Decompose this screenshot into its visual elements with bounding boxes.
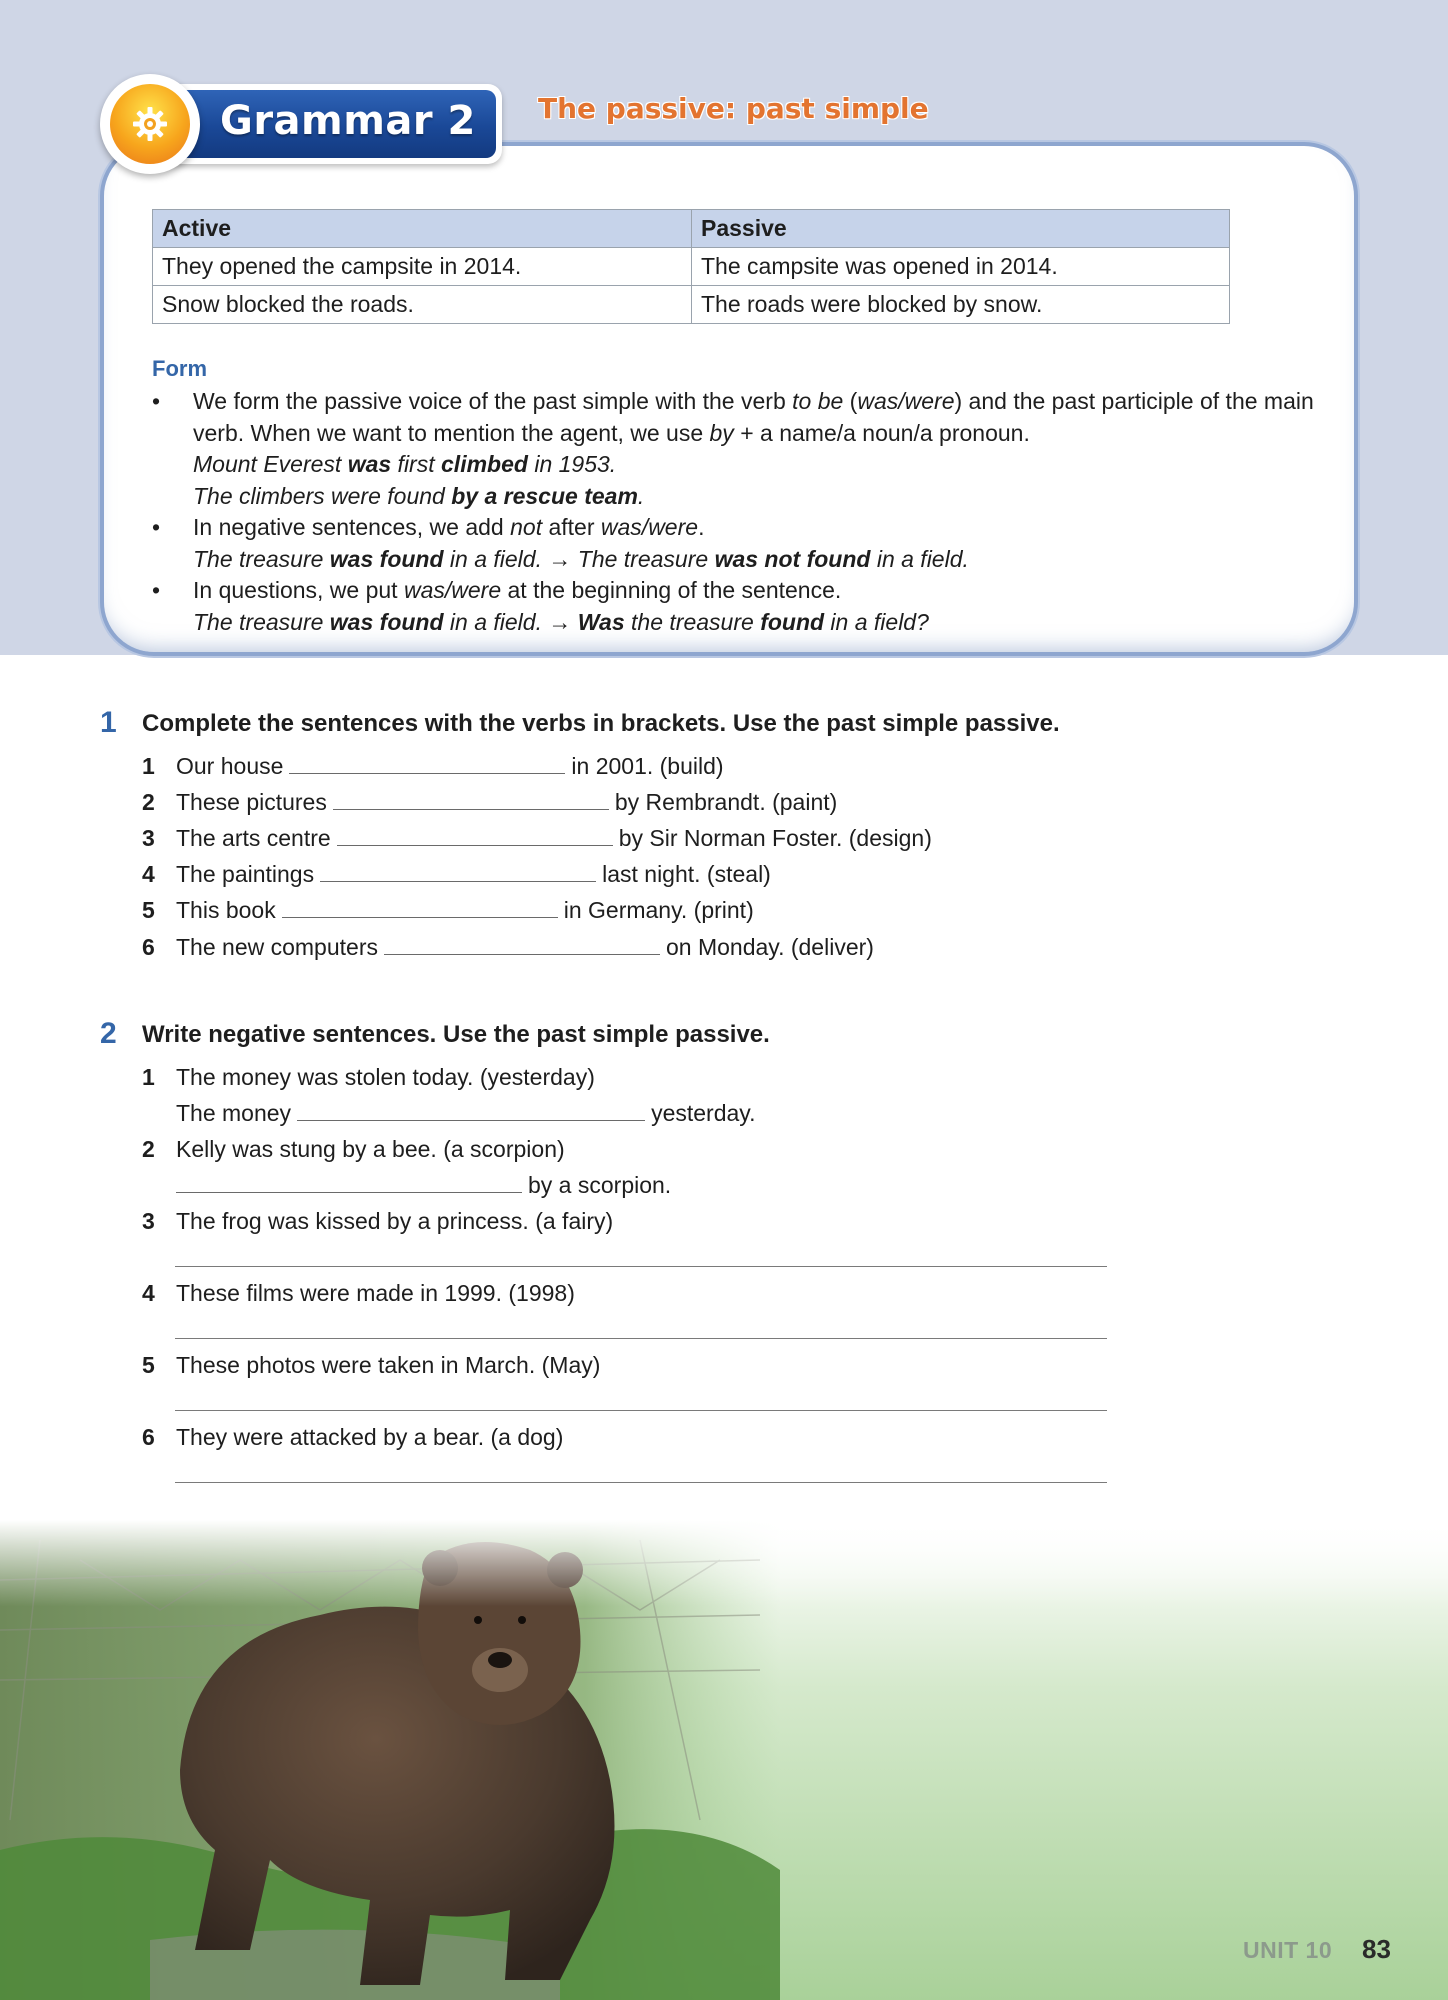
- header-badge-inner: [110, 84, 190, 164]
- example-bold: was: [347, 451, 392, 477]
- form-bullet-1: [152, 386, 1322, 512]
- item-number: 3: [142, 825, 155, 851]
- rule-text-em: was/were: [403, 577, 502, 603]
- item-prompt: These photos were taken in March. (May): [176, 1352, 601, 1378]
- item-prompt: The frog was kissed by a princess. (a fairy): [176, 1208, 614, 1234]
- item-number: 2: [142, 1136, 155, 1162]
- item-text-before: The new computers: [176, 934, 378, 960]
- item-number: 5: [142, 897, 155, 923]
- rule-text-em: not: [510, 514, 543, 540]
- answer-blank[interactable]: [176, 1192, 522, 1193]
- item-number: 5: [142, 1352, 155, 1378]
- example-part: The treasure: [193, 608, 330, 635]
- example-bold: climbed: [441, 451, 528, 477]
- bear-illustration: [0, 1520, 1448, 2000]
- answer-blank[interactable]: [333, 809, 609, 810]
- bullet-icon: •: [152, 577, 161, 603]
- rule-text-em: was/were: [600, 514, 699, 540]
- rule-text-part: (: [843, 388, 858, 414]
- rule-text-part: after: [542, 514, 601, 540]
- rule-text-em: to be: [792, 388, 844, 414]
- rule-text-part: .: [698, 514, 705, 540]
- table-cell: Snow blocked the roads.: [153, 286, 692, 324]
- item-text-after: in 2001. (build): [571, 753, 724, 779]
- rule-text: [193, 514, 704, 540]
- example-part: The climbers were found: [193, 482, 452, 509]
- grammar-header: [100, 74, 506, 174]
- example-bold: was not found: [714, 545, 871, 572]
- answer-blank[interactable]: [337, 845, 613, 846]
- grammar-table: [152, 209, 1230, 324]
- item-text: [176, 934, 874, 961]
- rule-text-em: by: [709, 419, 734, 446]
- rule-text-em: was/were: [857, 388, 955, 414]
- item-number: 6: [142, 934, 155, 960]
- form-list: [152, 386, 1322, 638]
- example-bold: found: [760, 608, 825, 635]
- item-text-before: The arts centre: [176, 825, 331, 851]
- item-number: 1: [142, 753, 155, 779]
- exercise-instruction: Complete the sentences with the verbs in brackets. Use the past simple passive.: [142, 710, 1060, 737]
- example-sentence: [193, 449, 1322, 481]
- rule-text-part: In questions, we put: [193, 577, 404, 603]
- item-prompt: These films were made in 1999. (1998): [176, 1280, 575, 1306]
- example-part: in a field.: [443, 608, 549, 635]
- answer-line[interactable]: [175, 1338, 1107, 1339]
- example-part: in a field?: [824, 608, 929, 635]
- item-number: 4: [142, 861, 155, 887]
- example-part: first: [391, 451, 442, 477]
- example-part: the treasure: [624, 608, 761, 635]
- item-number: 2: [142, 789, 155, 815]
- exercise-instruction: Write negative sentences. Use the past simple passive.: [142, 1021, 770, 1048]
- example-part: in 1953.: [527, 451, 617, 477]
- item-text: [176, 789, 837, 816]
- item-text-after: last night. (steal): [602, 861, 771, 887]
- rule-text: [193, 577, 841, 603]
- bear-scene: [0, 1520, 1448, 2000]
- form-label: Form: [152, 356, 207, 381]
- item-number: 6: [142, 1424, 155, 1450]
- answer-line[interactable]: [175, 1266, 1107, 1267]
- rule-text: [193, 388, 1314, 446]
- arrow-right-icon: →: [548, 608, 572, 635]
- rule-text-part: + a name/a noun/a pronoun.: [733, 419, 1030, 446]
- item-text-after: by Sir Norman Foster. (design): [618, 825, 932, 851]
- example-bold: by a rescue team: [451, 482, 638, 509]
- example-part: .: [637, 482, 645, 509]
- item-text: [176, 1100, 755, 1127]
- grammar-subtitle: The passive: past simple: [538, 92, 929, 125]
- answer-blank[interactable]: [320, 881, 596, 882]
- example-sentence: [193, 481, 1322, 513]
- item-text-before: Our house: [176, 753, 284, 779]
- example-part: The treasure: [193, 545, 330, 572]
- example-part: Mount Everest: [193, 451, 348, 477]
- table-header-active: Active: [153, 210, 692, 248]
- example-part: in a field.: [443, 545, 549, 572]
- item-prompt: Kelly was stung by a bee. (a scorpion): [176, 1136, 565, 1162]
- footer-unit: UNIT 10: [1243, 1937, 1333, 1963]
- item-text-before: These pictures: [176, 789, 327, 815]
- example-bold: was found: [329, 608, 444, 635]
- item-text-after: yesterday.: [651, 1100, 756, 1126]
- answer-blank[interactable]: [289, 773, 565, 774]
- rule-text-part: In negative sentences, we add: [193, 514, 511, 540]
- answer-blank[interactable]: [297, 1120, 645, 1121]
- example-bold: Was: [577, 608, 625, 635]
- example-part: in a field.: [870, 545, 969, 572]
- item-text-before: The money: [176, 1100, 292, 1126]
- rule-text-part: at the beginning of the sentence.: [501, 577, 842, 603]
- answer-blank[interactable]: [384, 954, 660, 955]
- grammar-title: Grammar 2: [220, 98, 476, 144]
- example-bold: was found: [329, 545, 444, 572]
- gear-icon: [132, 106, 168, 142]
- exercise-number: 1: [100, 706, 117, 739]
- item-text-before: This book: [176, 897, 276, 923]
- form-bullet-3: [152, 575, 1322, 638]
- table-header-row: [153, 210, 1230, 248]
- exercise-number: 2: [100, 1017, 117, 1050]
- item-text: [176, 897, 754, 924]
- bullet-icon: •: [152, 514, 161, 540]
- form-bullet-2: [152, 512, 1322, 575]
- table-cell: The roads were blocked by snow.: [692, 286, 1230, 324]
- item-number: 4: [142, 1280, 155, 1306]
- example-sentence: [193, 544, 1322, 576]
- bullet-icon: •: [152, 388, 161, 414]
- rule-text-part: We form the passive voice of the past simple with the verb: [193, 388, 793, 414]
- table-cell: They opened the campsite in 2014.: [153, 248, 692, 286]
- answer-line[interactable]: [175, 1482, 1107, 1483]
- item-text-after: by Rembrandt. (paint): [614, 789, 838, 815]
- item-text-after: on Monday. (deliver): [665, 934, 874, 960]
- example-sentence: [193, 607, 1322, 639]
- item-number: 1: [142, 1064, 155, 1090]
- rule-text-part: ) and the past participle of the main verb. When we want to mention the agent, we use: [193, 388, 1314, 446]
- item-text-before: The paintings: [176, 861, 315, 887]
- header-badge: [100, 74, 200, 174]
- item-text: [176, 825, 932, 852]
- item-text-after: by a scorpion.: [528, 1172, 672, 1198]
- item-number: 3: [142, 1208, 155, 1234]
- item-text: [176, 861, 771, 888]
- table-header-passive: Passive: [692, 210, 1230, 248]
- answer-line[interactable]: [175, 1410, 1107, 1411]
- table-row: [153, 248, 1230, 286]
- table-cell: The campsite was opened in 2014.: [692, 248, 1230, 286]
- item-text: [176, 1172, 671, 1199]
- answer-blank[interactable]: [282, 917, 558, 918]
- page-number: 83: [1362, 1934, 1391, 1964]
- arrow-right-icon: →: [548, 545, 572, 572]
- item-text-after: in Germany. (print): [563, 897, 754, 923]
- table-row: [153, 286, 1230, 324]
- item-prompt: They were attacked by a bear. (a dog): [176, 1424, 564, 1450]
- item-text: [176, 753, 724, 780]
- example-part: The treasure: [571, 545, 715, 572]
- item-prompt: The money was stolen today. (yesterday): [176, 1064, 595, 1090]
